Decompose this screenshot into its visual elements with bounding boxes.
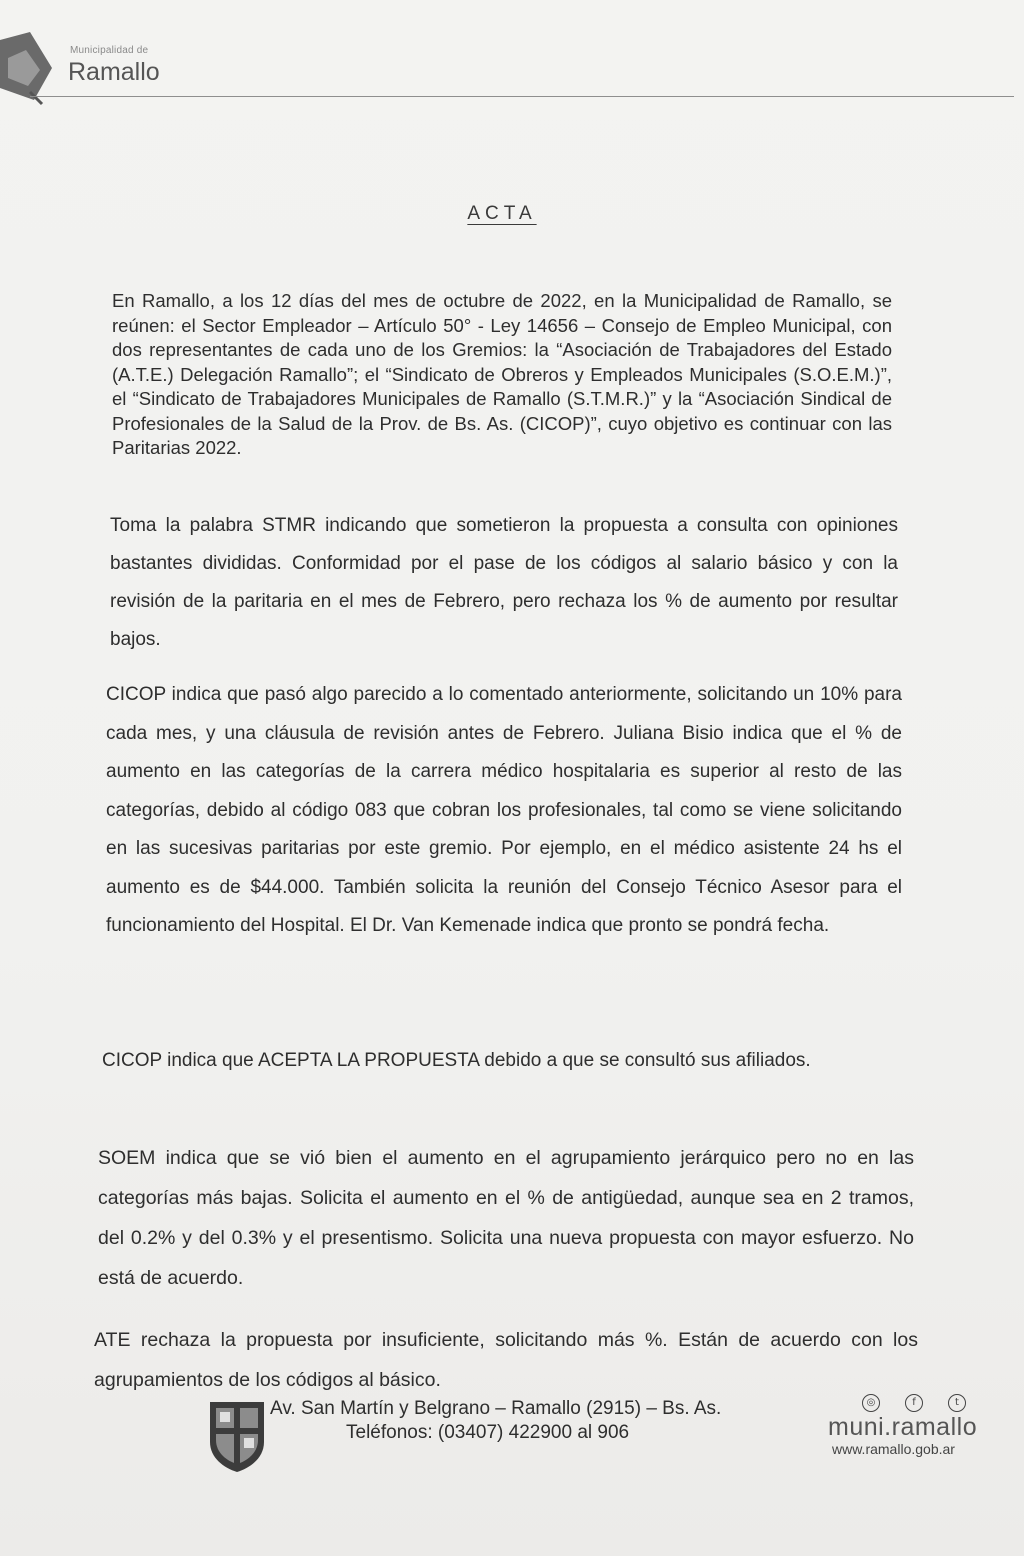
social-icons bbox=[862, 1394, 966, 1414]
instagram-icon: ◎ bbox=[862, 1394, 880, 1412]
footer-address: Av. San Martín y Belgrano – Ramallo (2915) – Bs. As. bbox=[270, 1398, 722, 1419]
footer-brand: muni.ramallo bbox=[828, 1413, 978, 1441]
paragraph-intro: En Ramallo, a los 12 días del mes de octubre de 2022, en la Municipalidad de Ramallo, se reúnen: el Sector Empleador – Artículo 50° - Ley 14656 – Consejo de Empleo Municipal, con dos representantes de cada uno de los Gremios: la “Asociación de Trabajadores del Estado (A.T.E.) Delegación Ramallo”; el “Sindicato de Obreros y Empleados Municipales (S.O.E.M.)”, el “Sindicato de Trabajadores Municipales de Ramallo (S.T.M.R.)” y la “Asociación Sindical de Profesionales de la Salud de la Prov. de Bs. As. (CICOP)”, cuyo objetivo es continuar con las Paritarias 2022. bbox=[112, 290, 892, 458]
paragraph-stmr: Toma la palabra STMR indicando que sometieron la propuesta a consulta con opiniones bastantes divididas. Conformidad por el pase de los códigos al salario básico y con la revisión de la paritaria en el mes de Febrero, pero rechaza los % de aumento por resultar bajos. bbox=[110, 515, 898, 650]
facebook-icon: f bbox=[905, 1394, 923, 1412]
header-divider bbox=[30, 96, 1014, 97]
twitter-icon: t bbox=[948, 1394, 966, 1412]
document-title: ACTA bbox=[467, 203, 537, 224]
paragraph-cicop-accepts: CICOP indica que ACEPTA LA PROPUESTA debido a que se consultó sus afiliados. bbox=[102, 1050, 811, 1071]
footer-phones: Teléfonos: (03407) 422900 al 906 bbox=[346, 1422, 630, 1443]
paragraph-soem: SOEM indica que se vió bien el aumento en el agrupamiento jerárquico pero no en las categorías más bajas. Solicita el aumento en el % de antigüedad, aunque sea en 2 tramos, del 0.2% y del 0.3% y el presentismo. Solicita una nueva propuesta con mayor esfuerzo. No está de acuerdo. bbox=[98, 1147, 914, 1289]
footer-url: www.ramallo.gob.ar bbox=[832, 1441, 955, 1457]
logo-name: Ramallo bbox=[68, 58, 160, 86]
coat-of-arms-icon bbox=[206, 1398, 268, 1474]
paragraph-cicop: CICOP indica que pasó algo parecido a lo comentado anteriormente, solicitando un 10% para cada mes, y una cláusula de revisión antes de Febrero. Juliana Bisio indica que el % de aumento en las categorías de la carrera médico hospitalaria es superior al resto de las categorías, debido al código 083 que cobran los profesionales, tal como se viene solicitando en las sucesivas paritarias por este gremio. Por ejemplo, en el médico asistente 24 hs el aumento es de $44.000. También solicita la reunión del Consejo Técnico Asesor para el funcionamiento del Hospital. El Dr. Van Kemenade indica que pronto se pondrá fecha. bbox=[106, 684, 902, 936]
logo-subtitle: Municipalidad de bbox=[70, 45, 149, 56]
paragraph-ate: ATE rechaza la propuesta por insuficiente, solicitando más %. Están de acuerdo con los agrupamientos de los códigos al básico. bbox=[94, 1329, 918, 1391]
